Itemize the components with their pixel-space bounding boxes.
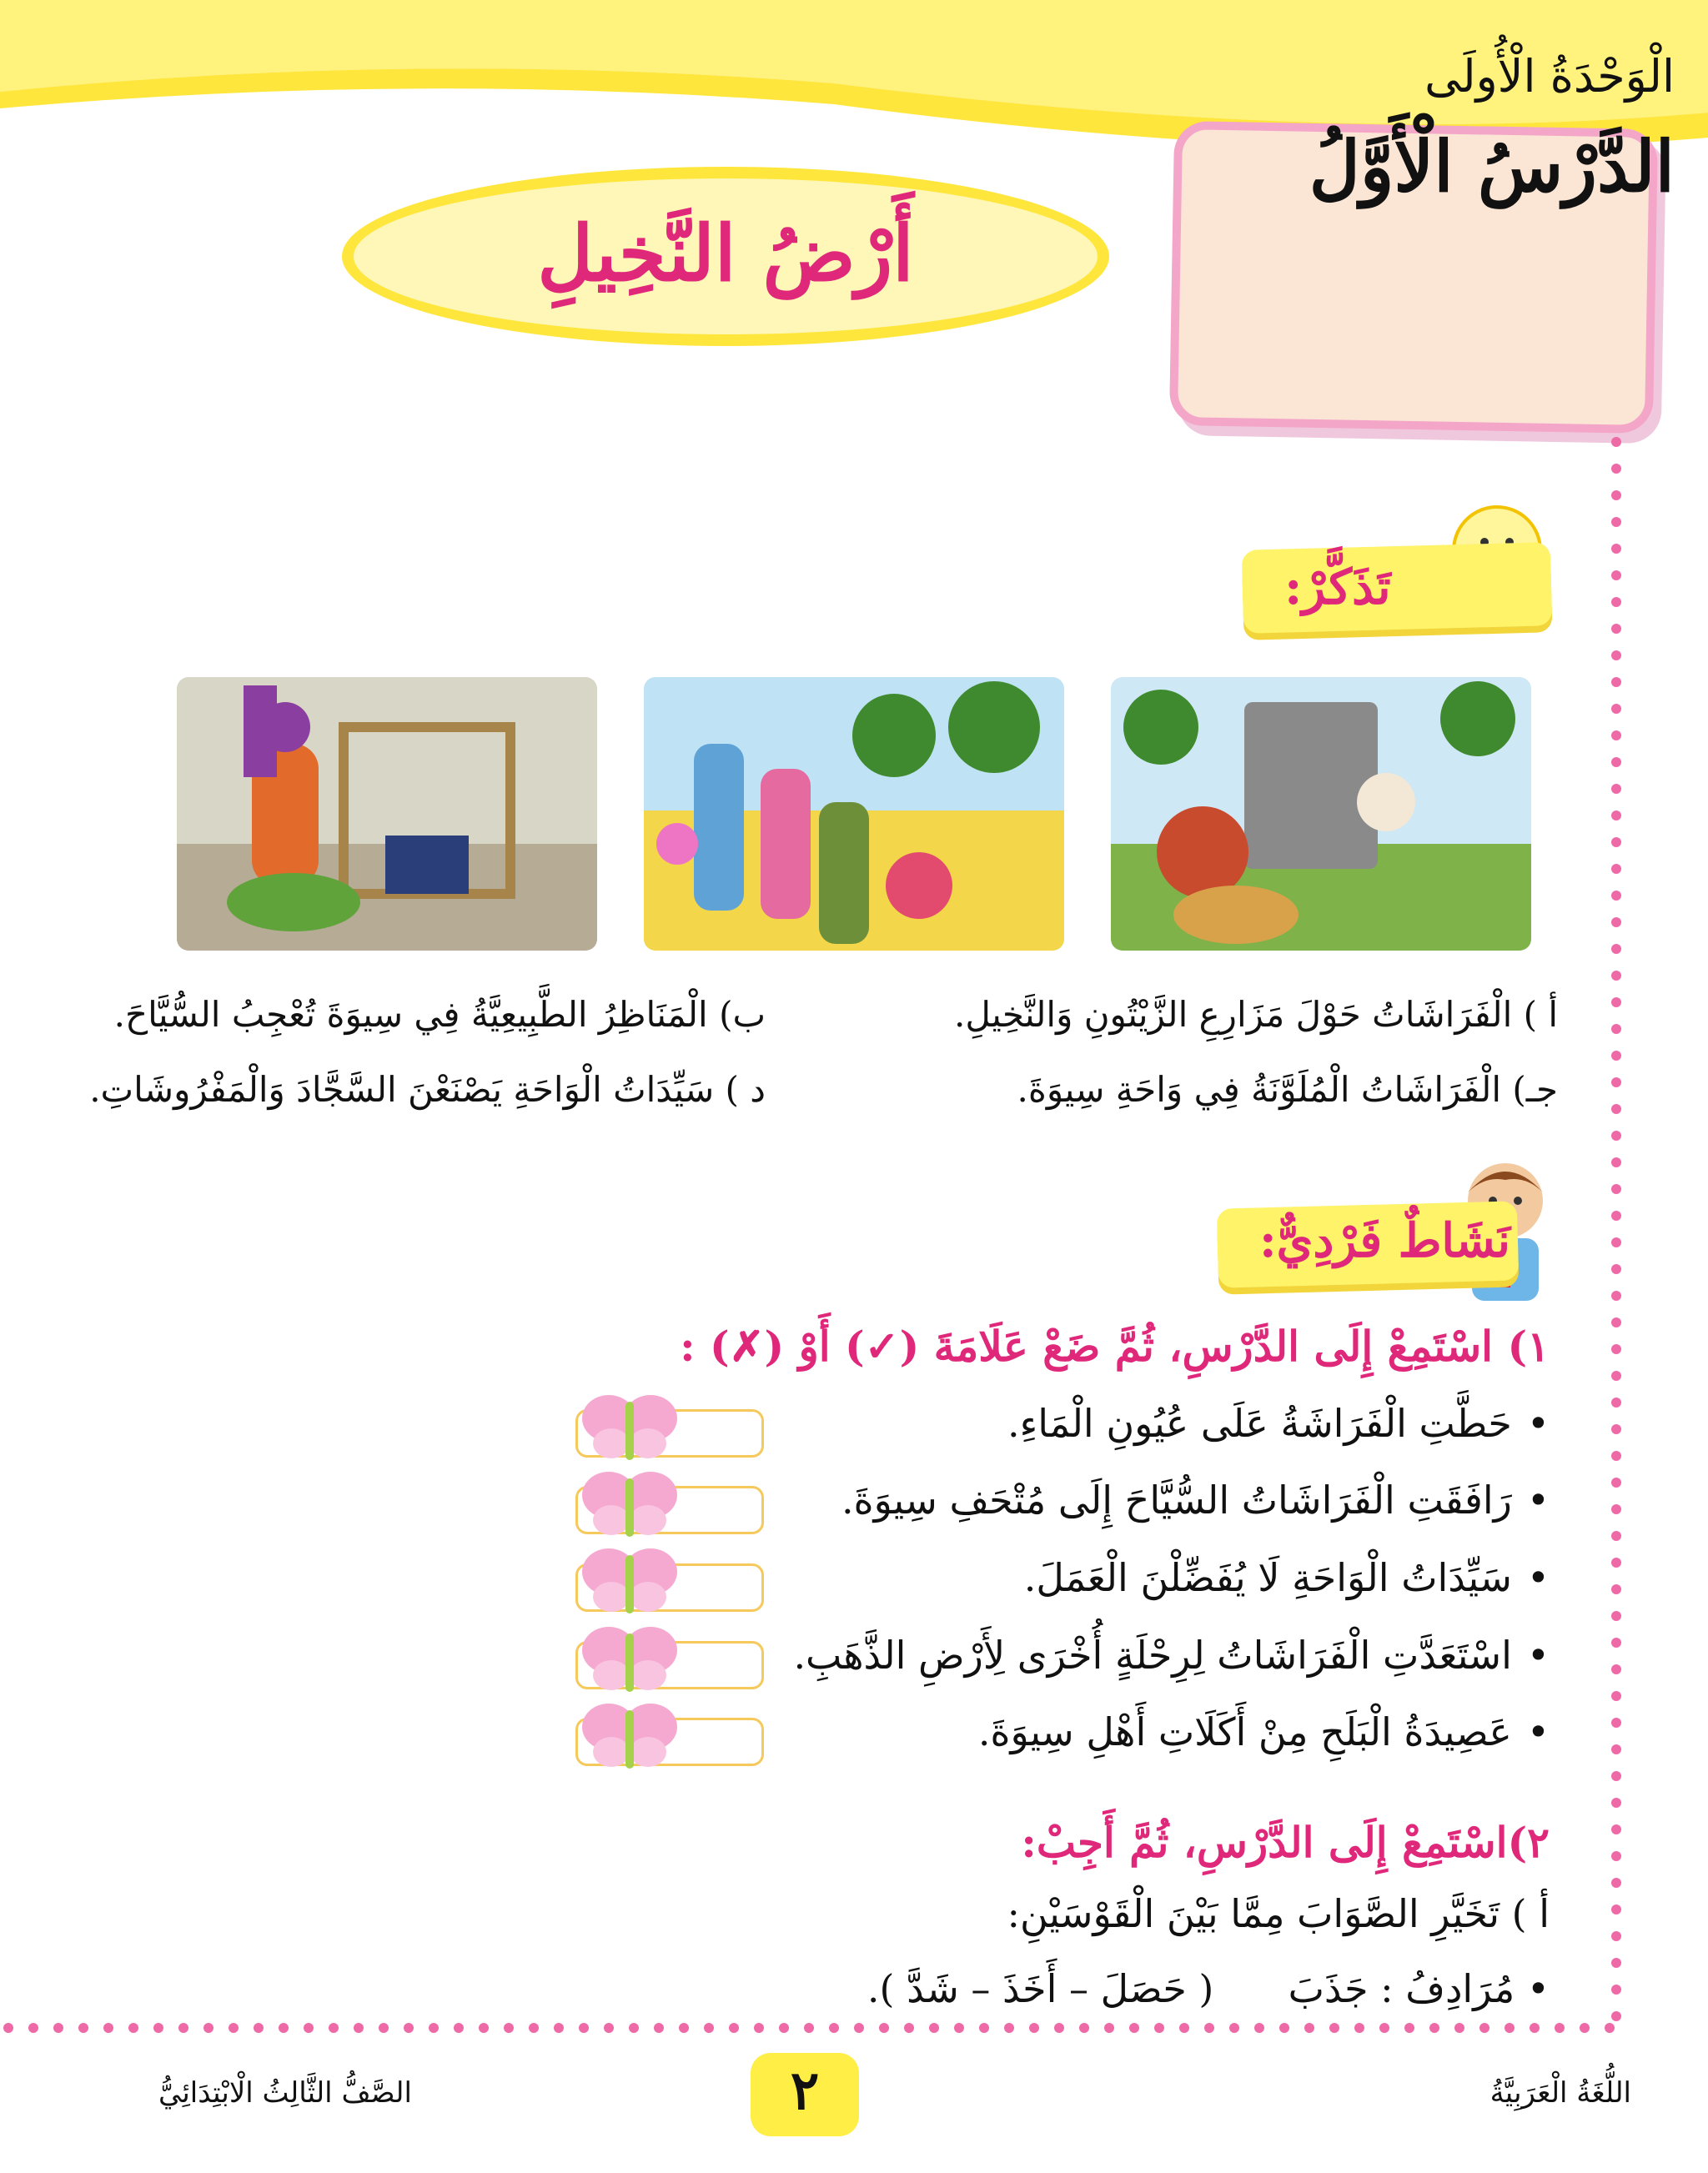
statement-5: •عَصِيدَةُ الْبَلَحِ مِنْ أَكَلَاتِ أَهْلِ سِيوَةَ. bbox=[977, 1709, 1550, 1754]
footer-grade: الصَّفُّ الثَّالِثُ الْابْتِدَائِيُّ bbox=[158, 2076, 412, 2110]
illustration-olive-farm bbox=[1111, 677, 1531, 951]
synonym-prefix: مُرَادِفُ : جَذَبَ bbox=[1288, 1966, 1515, 2011]
illustration-tourists bbox=[644, 677, 1064, 951]
page-number: ٢ bbox=[790, 2060, 820, 2122]
question-1-heading: ١) اسْتَمِعْ إِلَى الدَّرْسِ، ثُمَّ ضَعْ عَلَامَةَ (✓) أَوْ (✗) : bbox=[680, 1322, 1550, 1371]
caption-c: جـ) الْفَرَاشَاتُ الْمُلَوَّنَةُ فِي وَاحَةِ سِيوَةَ. bbox=[1017, 1069, 1558, 1110]
statement-4: •اسْتَعَدَّتِ الْفَرَاشَاتُ لِرِحْلَةٍ أُخْرَى لِأَرْضِ الذَّهَبِ. bbox=[793, 1633, 1550, 1678]
caption-d: د ) سَيِّدَاتُ الْوَاحَةِ يَصْنَعْنَ السَّجَّادَ وَالْمَفْرُوشَاتِ. bbox=[89, 1069, 766, 1110]
illustration-weaving-woman bbox=[177, 677, 597, 951]
statement-2: •رَافَقَتِ الْفَرَاشَاتُ السُّيَّاحَ إِلَى مُتْحَفِ سِيوَةَ. bbox=[841, 1478, 1550, 1523]
remember-label: تَذَكَّرْ: bbox=[1284, 559, 1391, 615]
footer-subject: اللُّغَةُ الْعَرَبِيَّةُ bbox=[1489, 2076, 1631, 2110]
butterfly-icon bbox=[580, 1543, 680, 1618]
unit-title: الْوَحْدَةُ الْأُولَى bbox=[1424, 50, 1675, 103]
butterfly-icon bbox=[580, 1698, 680, 1773]
dotted-border-right bbox=[1608, 434, 1625, 2035]
page-title: أَرْضُ النَّخِيلِ bbox=[537, 208, 914, 299]
lesson-title: الدَّرْسُ الْأَوَّلُ bbox=[1309, 125, 1675, 208]
butterfly-icon bbox=[580, 1389, 680, 1464]
question-2-heading: ٢)اسْتَمِعْ إِلَى الدَّرْسِ، ثُمَّ أَجِبْ: bbox=[1021, 1818, 1550, 1867]
synonym-options: ( حَصَلَ – أَخَذَ – شَدَّ ). bbox=[867, 1966, 1214, 2011]
statement-3: •سَيِّدَاتُ الْوَاحَةِ لَا يُفَضِّلْنَ الْعَمَلَ. bbox=[1023, 1555, 1550, 1600]
caption-b: ب) الْمَنَاظِرُ الطَّبِيعِيَّةُ فِي سِيوَةَ تُعْجِبُ السُّيَّاحَ. bbox=[113, 994, 766, 1035]
statement-1: •حَطَّتِ الْفَرَاشَةُ عَلَى عُيُونِ الْمَاءِ. bbox=[1007, 1401, 1550, 1446]
activity-label: نَشَاطٌ فَرْدِيٌّ: bbox=[1259, 1213, 1510, 1268]
caption-a: أ ) الْفَرَاشَاتُ حَوْلَ مَزَارِعِ الزَّيْتُونِ وَالنَّخِيلِ. bbox=[953, 994, 1558, 1035]
synonym-line: • مُرَادِفُ : جَذَبَ ( حَصَلَ – أَخَذَ – شَدَّ ). bbox=[867, 1966, 1550, 2011]
butterfly-icon bbox=[580, 1621, 680, 1696]
dotted-border-bottom bbox=[0, 2020, 1618, 2036]
butterfly-icon bbox=[580, 1466, 680, 1541]
question-2-sub-a: أ ) تَخَيَّرِ الصَّوَابَ مِمَّا بَيْنَ الْقَوْسَيْنِ: bbox=[1007, 1891, 1550, 1936]
